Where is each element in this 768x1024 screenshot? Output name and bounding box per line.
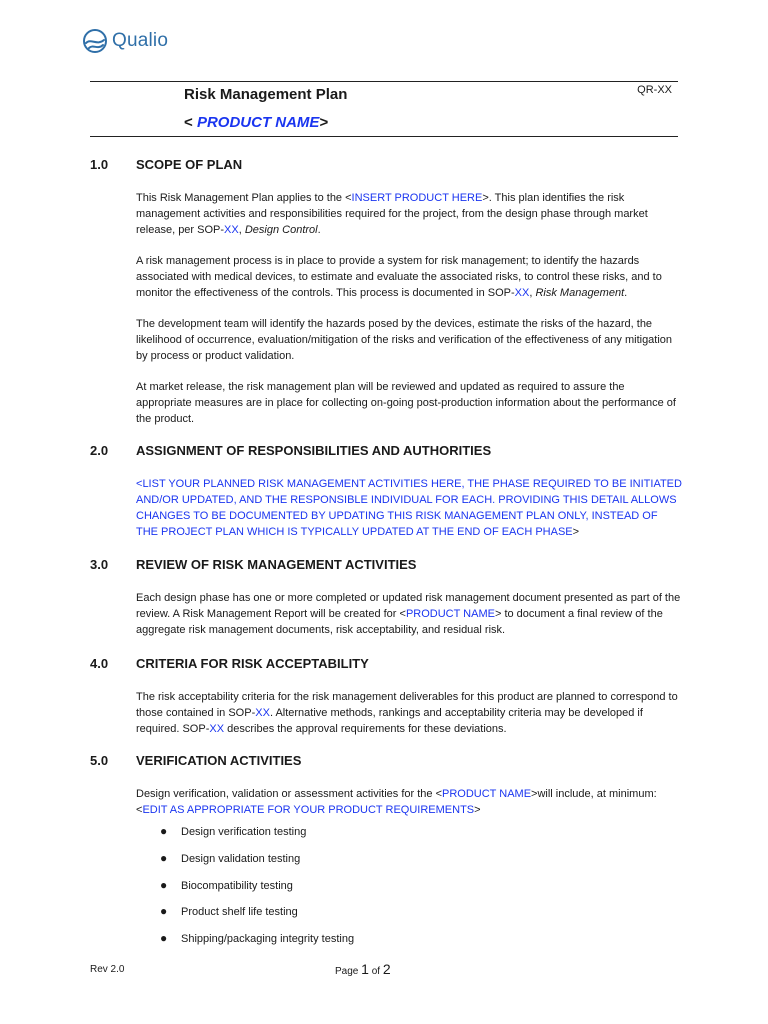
sop-title: Risk Management (535, 287, 625, 299)
list-item: ● Shipping/packaging integrity testing (160, 931, 355, 946)
section-verification (90, 753, 682, 958)
section-heading (90, 753, 682, 768)
section-title: CRITERIA FOR RISK ACCEPTABILITY (136, 656, 369, 671)
bullet-icon: ● (160, 824, 168, 838)
list-item: ● Biocompatibility testing (160, 877, 293, 892)
section-number: 4.0 (90, 656, 109, 671)
list-item: ● Design verification testing (160, 824, 307, 838)
footer-page-number: Page 1 of 2 (335, 961, 391, 977)
product-name-placeholder: PRODUCT NAME (196, 114, 320, 131)
sop-placeholder: XX (224, 224, 239, 236)
section-criteria (90, 656, 682, 737)
paragraph: Each design phase has one or more completed or updated risk management document presented as part of the review. A Risk Management Report will be created for <PRODUCT NAME> to document a final review of the aggregate risk management documents, risk acceptability, and residual risk. (136, 592, 681, 636)
paragraph: Design verification, validation or assessment activities for the <PRODUCT NAME>will include, at minimum:<EDIT AS APPROPRIATE FOR YOUR PRODUCT REQUIREMENTS> (136, 788, 657, 816)
section-scope-of-plan (90, 157, 682, 427)
qualio-logo-icon (82, 28, 108, 54)
bullet-icon: ● (160, 877, 168, 892)
section-heading (90, 443, 682, 458)
section-responsibilities (90, 443, 682, 540)
verification-list (136, 824, 682, 958)
section-number: 3.0 (90, 557, 109, 572)
paragraph: The development team will identify the hazards posed by the devices, estimate the risks of the hazard, the likelihood of occurrence, evaluation/mitigation of the risks and verification of the effectiveness of any mitigation by process or product validation. (136, 318, 673, 362)
section-body (136, 190, 682, 427)
list-item: ● Product shelf life testing (160, 904, 298, 919)
section-heading (90, 157, 682, 172)
product-placeholder: PRODUCT NAME (405, 608, 495, 620)
section-heading (90, 656, 682, 671)
sop-placeholder: XX (255, 707, 270, 719)
paragraph: At market release, the risk management plan will be reviewed and updated as required to assure the appropriate measures are in place for collecting on-going post-production information about the performance of the product. (136, 381, 676, 425)
bullet-icon: ● (160, 850, 168, 865)
instruction-placeholder: LIST YOUR PLANNED RISK MANAGEMENT ACTIVITIES HERE, THE PHASE REQUIRED TO BE INITIATED AND/OR UPDATED, AND THE RESPONSIBLE INDIVIDUAL FOR EACH. PROVIDING THIS DETAIL ALLOWS CHANGES TO BE DOCUMENTED BY UPDATING THIS RISK MANAGEMENT PLAN ONLY, INSTEAD OF THE PROJECT PLAN WHICH IS TYPICALLY UPDATED AT THE END OF EACH PHASE (136, 478, 682, 538)
product-name-heading (184, 114, 328, 131)
header-bottom-rule (90, 136, 678, 137)
section-heading (90, 557, 682, 572)
section-title: SCOPE OF PLAN (136, 157, 243, 172)
section-number: 1.0 (90, 157, 109, 172)
qualio-logo (82, 28, 168, 54)
total-pages: 2 (382, 961, 391, 977)
section-number: 5.0 (90, 753, 109, 768)
sop-placeholder: XX (514, 287, 530, 299)
paragraph: A risk management process is in place to provide a system for risk management; to identify the hazards associated with medical devices, to estimate and evaluate the associated risks, to control these risks, and to monitor the effectiveness of the controls. This process is documented in SOP-XX, Risk Management. (136, 255, 662, 299)
product-close-bracket: > (319, 114, 329, 131)
footer-revision: Rev 2.0 (90, 964, 125, 975)
section-body (136, 689, 682, 737)
section-title: REVIEW OF RISK MANAGEMENT ACTIVITIES (136, 557, 417, 572)
bullet-icon: ● (160, 931, 168, 946)
document-code: QR-XX (637, 84, 672, 96)
document-title: Risk Management Plan (184, 86, 348, 103)
current-page: 1 (361, 961, 369, 977)
list-item: ● Design validation testing (160, 850, 301, 865)
product-placeholder: INSERT PRODUCT HERE (351, 192, 483, 204)
section-body (136, 786, 682, 958)
product-placeholder: PRODUCT NAME (442, 788, 532, 800)
section-number: 2.0 (90, 443, 109, 458)
section-body (136, 476, 682, 540)
section-body (136, 590, 682, 638)
section-review (90, 557, 682, 638)
paragraph: This Risk Management Plan applies to the <INSERT PRODUCT HERE>. This plan identifies the risk management activities and responsibilities required for the project, from the design phase through market release, per SOP-XX, Design Control. (136, 192, 648, 236)
paragraph: The risk acceptability criteria for the risk management deliverables for this product are planned to correspond to those contained in SOP-XX. Alternative methods, rankings and acceptability criteria may be developed if required. SOP-XX describes the approval requirements for these deviations. (136, 691, 678, 735)
paragraph: <LIST YOUR PLANNED RISK MANAGEMENT ACTIVITIES HERE, THE PHASE REQUIRED TO BE INITIATED AND/OR UPDATED, AND THE RESPONSIBLE INDIVIDUAL FOR EACH. PROVIDING THIS DETAIL ALLOWS CHANGES TO BE DOCUMENTED BY UPDATING THIS RISK MANAGEMENT PLAN ONLY, INSTEAD OF THE PROJECT PLAN WHICH IS TYPICALLY UPDATED AT THE END OF EACH PHASE> (136, 478, 682, 538)
section-title: ASSIGNMENT OF RESPONSIBILITIES AND AUTHORITIES (136, 443, 492, 458)
sop-title: Design Control (244, 224, 318, 236)
instruction-placeholder: EDIT AS APPROPRIATE FOR YOUR PRODUCT REQUIREMENTS (142, 804, 475, 816)
product-open-bracket: < (184, 114, 197, 131)
logo-text: Qualio (112, 30, 169, 51)
bullet-icon: ● (160, 904, 168, 919)
sop-placeholder: XX (209, 723, 225, 735)
section-title: VERIFICATION ACTIVITIES (136, 753, 302, 768)
header-top-rule (90, 81, 678, 82)
